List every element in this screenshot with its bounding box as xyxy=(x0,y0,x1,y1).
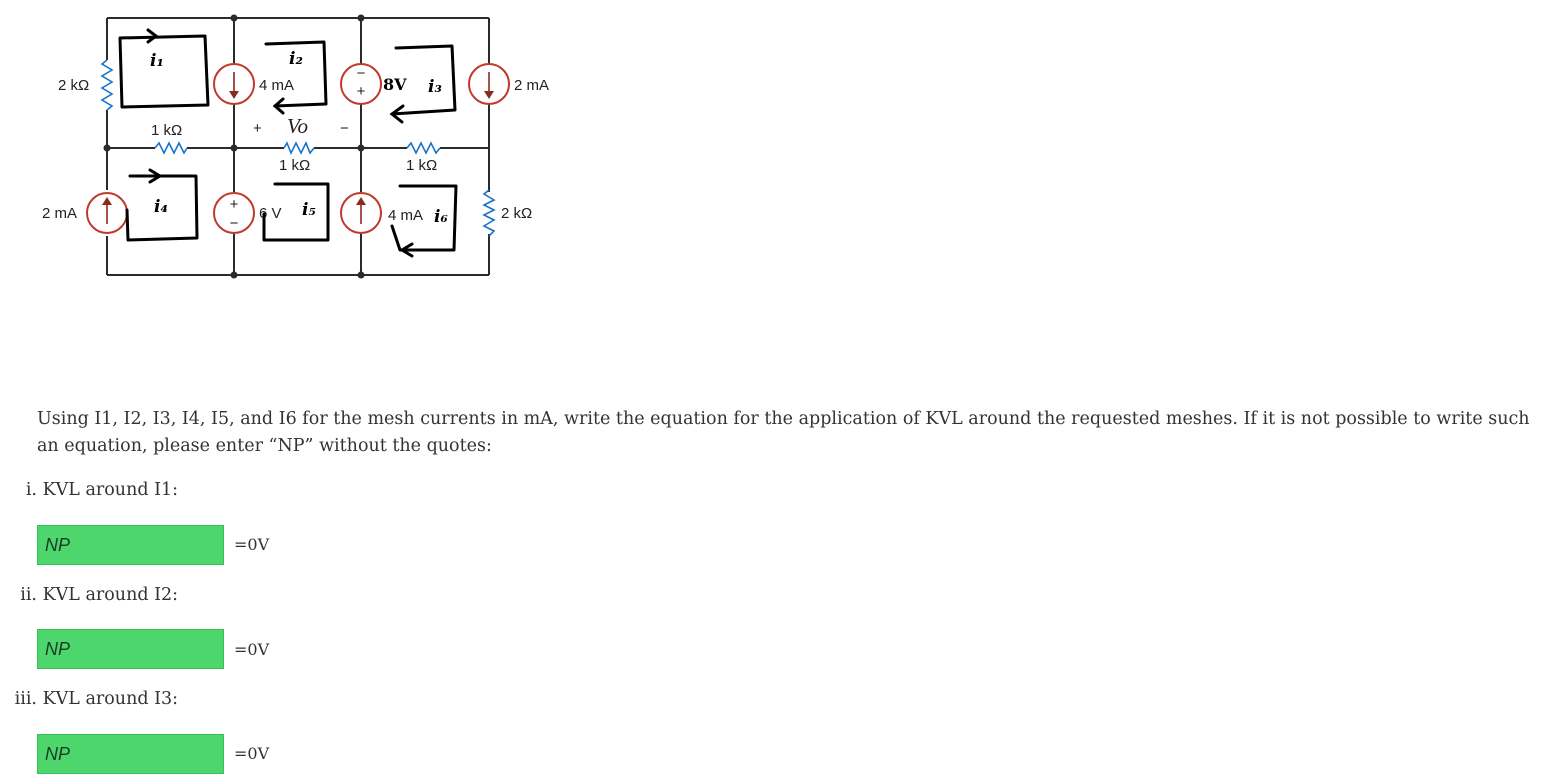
question-2-number: ii. xyxy=(20,585,37,605)
circuit-diagram xyxy=(0,0,600,290)
label-2ma-left: 2 mA xyxy=(42,205,78,222)
mesh-label-i6: i₆ xyxy=(434,207,448,227)
label-4ma-bottom: 4 mA xyxy=(388,207,424,224)
label-vo: Vo xyxy=(287,114,308,138)
question-2-label xyxy=(0,585,178,605)
current-source-2ma-left xyxy=(87,193,127,233)
resistor-mid-3 xyxy=(407,143,440,153)
question-prompt: Using I1, I2, I3, I4, I5, and I6 for the mesh currents in mA, write the equation for the application of KVL around the requested meshes. If it is not possible to write such an equation, please enter “NP” without the quotes: xyxy=(37,409,1530,456)
current-source-2ma-top xyxy=(469,64,509,104)
label-2ma-top: 2 mA xyxy=(514,77,550,94)
label-vo-minus: − xyxy=(340,120,349,137)
sign-minus-6v: − xyxy=(229,215,239,232)
question-2-text: KVL around I2: xyxy=(42,585,179,605)
voltage-source-8v xyxy=(341,64,381,104)
answer-input-3[interactable] xyxy=(37,734,224,774)
question-1-number: i. xyxy=(25,480,37,500)
answer-input-1[interactable] xyxy=(37,525,224,565)
mesh-label-i5: i₅ xyxy=(302,200,316,220)
resistor-mid-1 xyxy=(155,143,187,153)
label-r-right: 2 kΩ xyxy=(501,205,533,222)
current-source-4ma-top xyxy=(214,64,254,104)
mesh-label-i3: i₃ xyxy=(428,77,442,97)
question-1-text: KVL around I1: xyxy=(42,480,179,500)
mesh-label-i1: i₁ xyxy=(150,51,164,71)
question-3-number: iii. xyxy=(14,689,37,709)
sign-minus-8v: − xyxy=(356,65,366,82)
label-8v: 8V xyxy=(383,75,407,94)
sign-plus-8v: + xyxy=(356,83,366,100)
answer-unit-2: =0V xyxy=(234,640,270,659)
mesh-label-i2: i₂ xyxy=(289,49,303,69)
answer-input-2[interactable] xyxy=(37,629,224,669)
question-1-label xyxy=(0,480,178,500)
mesh-loop-i1 xyxy=(120,36,208,107)
resistor-mid-2 xyxy=(284,143,314,153)
label-r-left: 2 kΩ xyxy=(58,77,90,94)
voltage-source-6v xyxy=(214,193,254,233)
label-4ma-top: 4 mA xyxy=(259,77,295,94)
answer-unit-1: =0V xyxy=(234,535,270,554)
resistor-right-2k xyxy=(484,190,494,236)
question-3-text: KVL around I3: xyxy=(42,689,179,709)
question-3-label xyxy=(0,689,178,709)
label-r-mid-3: 1 kΩ xyxy=(406,157,438,174)
label-vo-plus: + xyxy=(253,120,262,137)
label-6v: 6 V xyxy=(259,205,282,222)
label-r-mid-2: 1 kΩ xyxy=(279,157,311,174)
resistor-left-2k xyxy=(102,60,112,110)
sign-plus-6v: + xyxy=(229,196,239,213)
mesh-label-i4: i₄ xyxy=(154,197,168,217)
answer-unit-3: =0V xyxy=(234,744,270,763)
label-r-mid-1: 1 kΩ xyxy=(151,122,183,139)
current-source-4ma-bottom xyxy=(341,193,381,233)
